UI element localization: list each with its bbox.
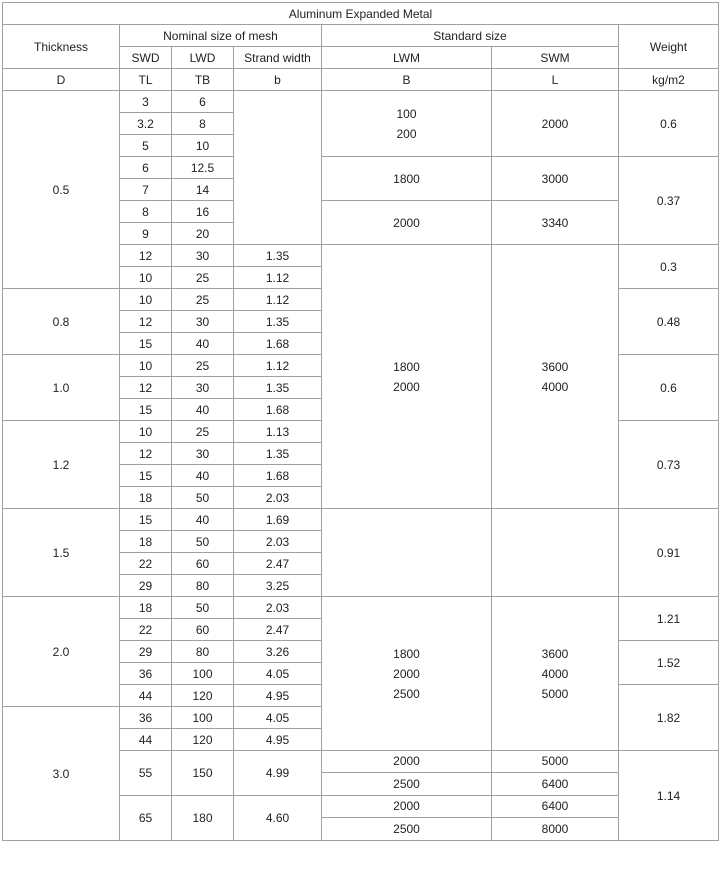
swd-cell: 3 (120, 91, 172, 113)
strand-width-cell: 1.69 (234, 509, 322, 531)
unit-tb: TB (172, 69, 234, 91)
header-strand-width: Strand width (234, 47, 322, 69)
lwd-cell: 25 (172, 267, 234, 289)
strand-width-cell: 2.47 (234, 619, 322, 641)
lwd-cell: 60 (172, 553, 234, 575)
lwd-cell: 120 (172, 685, 234, 707)
lwd-cell: 25 (172, 421, 234, 443)
strand-width-cell: 1.12 (234, 289, 322, 311)
swd-cell: 44 (120, 729, 172, 751)
strand-width-cell: 1.13 (234, 421, 322, 443)
weight-cell: 0.73 (619, 421, 719, 509)
swd-cell: 9 (120, 223, 172, 245)
strand-width-cell: 4.95 (234, 685, 322, 707)
table-row (3, 509, 719, 531)
lwd-cell: 10 (172, 135, 234, 157)
strand-width-cell (234, 91, 322, 245)
lwm-cell: 100 200 (322, 91, 492, 157)
lwm-cell: 2500 (393, 822, 420, 836)
strand-width-cell: 1.68 (234, 399, 322, 421)
lwd-cell: 6 (172, 91, 234, 113)
header-standard-size: Standard size (322, 25, 619, 47)
strand-width-cell: 1.12 (234, 355, 322, 377)
lwd-cell: 30 (172, 377, 234, 399)
thickness-cell: 0.8 (3, 289, 120, 355)
lwd-cell: 100 (172, 707, 234, 729)
swd-cell: 22 (120, 553, 172, 575)
swm-cell (492, 509, 619, 597)
swm-split-cell (492, 751, 619, 796)
swd-cell: 10 (120, 421, 172, 443)
weight-cell: 0.91 (619, 509, 719, 597)
header-lwm: LWM (322, 47, 492, 69)
lwd-cell: 40 (172, 399, 234, 421)
swd-cell: 18 (120, 531, 172, 553)
strand-width-cell: 4.99 (234, 751, 322, 796)
weight-cell: 1.82 (619, 685, 719, 751)
strand-width-cell: 4.95 (234, 729, 322, 751)
lwd-cell: 80 (172, 575, 234, 597)
lwm-split-cell (322, 751, 492, 796)
thickness-cell: 1.5 (3, 509, 120, 597)
weight-cell: 1.14 (619, 751, 719, 841)
strand-width-cell: 1.68 (234, 333, 322, 355)
table-title: Aluminum Expanded Metal (3, 3, 719, 25)
lwd-cell: 20 (172, 223, 234, 245)
swd-cell: 12 (120, 311, 172, 333)
unit-b: b (234, 69, 322, 91)
expanded-metal-table (2, 2, 719, 841)
thickness-cell: 3.0 (3, 707, 120, 841)
strand-width-cell: 4.05 (234, 663, 322, 685)
table-row (3, 597, 719, 619)
swd-cell: 29 (120, 641, 172, 663)
swd-cell: 29 (120, 575, 172, 597)
swm-cell: 8000 (541, 822, 569, 836)
lwd-cell: 50 (172, 531, 234, 553)
header-weight: Weight (619, 25, 719, 69)
swd-cell: 12 (120, 245, 172, 267)
strand-width-cell: 3.26 (234, 641, 322, 663)
weight-cell: 1.52 (619, 641, 719, 685)
strand-width-cell: 1.68 (234, 465, 322, 487)
lwd-cell: 50 (172, 597, 234, 619)
lwm-cell: 1800 2000 2500 (322, 597, 492, 751)
swd-cell: 18 (120, 597, 172, 619)
swd-cell: 3.2 (120, 113, 172, 135)
unit-d: D (3, 69, 120, 91)
strand-width-cell: 2.47 (234, 553, 322, 575)
header-thickness: Thickness (3, 25, 120, 69)
lwd-cell: 25 (172, 355, 234, 377)
weight-cell: 0.6 (619, 91, 719, 157)
swm-cell: 3600 4000 5000 (492, 597, 619, 751)
thickness-cell: 2.0 (3, 597, 120, 707)
thickness-cell: 0.5 (3, 91, 120, 289)
swd-cell: 6 (120, 157, 172, 179)
swd-cell: 36 (120, 663, 172, 685)
header-swm: SWM (492, 47, 619, 69)
lwd-cell: 30 (172, 443, 234, 465)
lwd-cell: 8 (172, 113, 234, 135)
lwd-cell: 14 (172, 179, 234, 201)
lwd-cell: 60 (172, 619, 234, 641)
lwm-cell: 1800 (322, 157, 492, 201)
swd-cell: 5 (120, 135, 172, 157)
weight-cell: 0.48 (619, 289, 719, 355)
lwd-cell: 30 (172, 311, 234, 333)
lwd-cell: 12.5 (172, 157, 234, 179)
weight-cell: 0.37 (619, 157, 719, 245)
swm-cell: 3000 (492, 157, 619, 201)
strand-width-cell: 2.03 (234, 487, 322, 509)
lwm-cell: 2000 (322, 751, 491, 773)
swd-cell: 36 (120, 707, 172, 729)
swd-cell: 22 (120, 619, 172, 641)
lwd-cell: 25 (172, 289, 234, 311)
lwm-cell: 2000 (322, 201, 492, 245)
weight-cell: 0.6 (619, 355, 719, 421)
swd-cell: 55 (120, 751, 172, 796)
strand-width-cell: 1.35 (234, 377, 322, 399)
lwm-cell (322, 509, 492, 597)
table-row (3, 91, 719, 113)
strand-width-cell: 3.25 (234, 575, 322, 597)
lwd-cell: 120 (172, 729, 234, 751)
swm-cell: 3600 4000 (492, 245, 619, 509)
swm-cell: 3340 (492, 201, 619, 245)
lwd-cell: 30 (172, 245, 234, 267)
strand-width-cell: 1.35 (234, 245, 322, 267)
header-swd: SWD (120, 47, 172, 69)
unit-tl: TL (120, 69, 172, 91)
swd-cell: 18 (120, 487, 172, 509)
weight-cell: 1.21 (619, 597, 719, 641)
swd-cell: 12 (120, 443, 172, 465)
unit-swm-l: L (492, 69, 619, 91)
lwm-split-cell (322, 796, 492, 841)
lwd-cell: 40 (172, 465, 234, 487)
swm-cell: 5000 (492, 751, 618, 773)
lwd-cell: 40 (172, 333, 234, 355)
swd-cell: 15 (120, 465, 172, 487)
lwd-cell: 100 (172, 663, 234, 685)
lwm-cell: 1800 2000 (322, 245, 492, 509)
swm-cell: 6400 (492, 796, 618, 818)
strand-width-cell: 1.12 (234, 267, 322, 289)
swd-cell: 10 (120, 267, 172, 289)
swm-cell: 2000 (492, 91, 619, 157)
unit-weight: kg/m2 (619, 69, 719, 91)
strand-width-cell: 4.60 (234, 796, 322, 841)
header-nominal-size: Nominal size of mesh (120, 25, 322, 47)
lwd-cell: 180 (172, 796, 234, 841)
unit-lwm-b: B (322, 69, 492, 91)
header-lwd: LWD (172, 47, 234, 69)
swm-split-cell (492, 796, 619, 841)
strand-width-cell: 2.03 (234, 531, 322, 553)
strand-width-cell: 4.05 (234, 707, 322, 729)
lwd-cell: 80 (172, 641, 234, 663)
swd-cell: 10 (120, 355, 172, 377)
swd-cell: 15 (120, 399, 172, 421)
swd-cell: 12 (120, 377, 172, 399)
swd-cell: 15 (120, 333, 172, 355)
strand-width-cell: 2.03 (234, 597, 322, 619)
strand-width-cell: 1.35 (234, 311, 322, 333)
swd-cell: 44 (120, 685, 172, 707)
weight-cell: 0.3 (619, 245, 719, 289)
lwd-cell: 40 (172, 509, 234, 531)
swd-cell: 10 (120, 289, 172, 311)
lwm-cell: 2500 (393, 777, 420, 791)
swd-cell: 7 (120, 179, 172, 201)
swd-cell: 8 (120, 201, 172, 223)
lwd-cell: 150 (172, 751, 234, 796)
thickness-cell: 1.2 (3, 421, 120, 509)
swm-cell: 6400 (541, 777, 569, 791)
swd-cell: 65 (120, 796, 172, 841)
swd-cell: 15 (120, 509, 172, 531)
lwd-cell: 50 (172, 487, 234, 509)
lwm-cell: 2000 (322, 796, 491, 818)
lwd-cell: 16 (172, 201, 234, 223)
strand-width-cell: 1.35 (234, 443, 322, 465)
thickness-cell: 1.0 (3, 355, 120, 421)
